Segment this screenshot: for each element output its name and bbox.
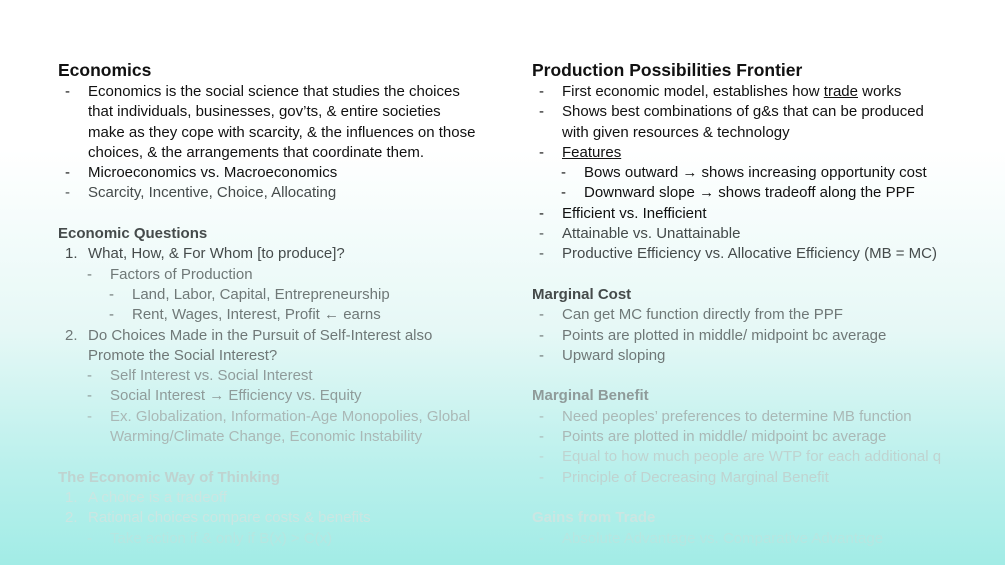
definition-line-4: choices, & the arrangements that coordinate them.	[88, 143, 425, 161]
question-1-item	[58, 244, 498, 264]
right-arrow-icon: →	[209, 387, 225, 405]
economic-way-heading: The Economic Way of Thinking	[58, 468, 280, 486]
trade-link[interactable]: trade	[823, 83, 858, 100]
thinking-1-item	[58, 488, 498, 508]
mc-item-1-text: Can get MC function directly from the PPF	[562, 306, 843, 324]
bullet-dash: -	[539, 448, 544, 466]
mb-item-4	[532, 468, 1002, 488]
productive-efficiency-item	[532, 244, 1002, 264]
number-2: 2.	[65, 509, 78, 527]
definition-line-1: Economics is the social science that studies the choices	[88, 83, 460, 100]
gains-from-trade-heading: Gains from Trade	[532, 509, 656, 527]
thinking-2-item	[58, 508, 498, 528]
features-item	[532, 143, 1002, 163]
bows-outward-item	[532, 163, 1002, 183]
factors-list-item	[58, 285, 498, 305]
marginal-benefit-heading: Marginal Benefit	[532, 387, 649, 405]
thinking-2-sub-text: Take action if & only if B(x) > C(x)	[110, 529, 333, 547]
factors-list-text: Land, Labor, Capital, Entrepreneurship	[132, 285, 390, 303]
concepts-item	[58, 183, 498, 203]
bows-outward-text: Bows outward	[584, 164, 683, 182]
question-2-line-1: Do Choices Made in the Pursuit of Self-Interest also	[88, 326, 433, 344]
bullet-dash: -	[539, 83, 544, 100]
bullet-dash: -	[109, 285, 114, 303]
social-interest-suffix: Efficiency vs. Equity	[224, 387, 362, 405]
thinking-2-text: Rational choices compare costs & benefits	[88, 509, 371, 527]
bullet-dash: -	[87, 387, 92, 405]
bullet-dash: -	[539, 225, 544, 243]
mc-item-3-text: Upward sloping	[562, 346, 666, 364]
thinking-1-text: A choice is a tradeoff	[88, 488, 227, 506]
bullet-dash: -	[539, 529, 544, 547]
attainable-text: Attainable vs. Unattainable	[562, 225, 741, 243]
efficient-item	[532, 204, 1002, 224]
attainable-item	[532, 224, 1002, 244]
examples-line-1: Ex. Globalization, Information-Age Monopolies, Global	[110, 407, 471, 425]
bullet-dash: -	[87, 367, 92, 385]
trade-item-1	[532, 529, 1002, 549]
mc-item-2-text: Points are plotted in middle/ midpoint bc average	[562, 326, 887, 344]
bullet-dash: -	[539, 204, 544, 222]
economics-heading: Economics	[58, 60, 152, 80]
micro-macro-text: Microeconomics vs. Macroeconomics	[88, 164, 338, 182]
bullet-dash: -	[539, 245, 544, 263]
left-arrow-icon: ←	[324, 306, 340, 324]
ppf-model-item	[532, 82, 1002, 102]
bullet-dash: -	[561, 184, 566, 202]
self-vs-social-text: Self Interest vs. Social Interest	[110, 367, 313, 385]
bullet-dash: -	[87, 265, 92, 283]
earnings-item	[58, 305, 498, 325]
earnings-suffix: earns	[339, 306, 381, 324]
right-arrow-icon: →	[682, 164, 698, 182]
bullet-dash: -	[109, 306, 114, 324]
mb-item-3	[532, 447, 1002, 467]
downward-slope-text: Downward slope	[584, 184, 700, 202]
micro-macro-item	[58, 163, 498, 183]
right-arrow-icon: →	[699, 184, 715, 202]
bullet-dash: -	[87, 407, 92, 425]
mc-item-2	[532, 326, 1002, 346]
question-2-line-2: Promote the Social Interest?	[88, 346, 278, 364]
bullet-dash: -	[65, 164, 70, 182]
mb-item-2-text: Points are plotted in middle/ midpoint bc average	[562, 428, 887, 446]
right-column	[532, 58, 1002, 549]
bullet-dash: -	[539, 428, 544, 446]
efficient-text: Efficient vs. Inefficient	[562, 204, 707, 222]
bullet-dash: -	[539, 346, 544, 364]
number-1: 1.	[65, 245, 78, 263]
bullet-dash: -	[561, 164, 566, 182]
question-2-item	[58, 326, 498, 346]
bullet-dash: -	[87, 529, 92, 547]
mb-item-3-text: Equal to how much people are WTP for each additional q	[562, 448, 942, 466]
ppf-model-suffix: works	[857, 83, 902, 100]
number-2: 2.	[65, 326, 78, 344]
factors-item	[58, 265, 498, 285]
ppf-combinations-line-2: with given resources & technology	[562, 123, 790, 141]
mb-item-4-text: Principle of Decreasing Marginal Benefit	[562, 468, 829, 486]
mc-item-1	[532, 305, 1002, 325]
ppf-combinations-line-1: Shows best combinations of g&s that can be produced	[562, 103, 924, 121]
examples-line-2: Warming/Climate Change, Economic Instability	[110, 428, 423, 446]
bullet-dash: -	[539, 407, 544, 425]
marginal-cost-heading: Marginal Cost	[532, 285, 632, 303]
bullet-dash: -	[65, 184, 70, 202]
bullet-dash: -	[539, 306, 544, 324]
bullet-dash: -	[539, 326, 544, 344]
ppf-heading: Production Possibilities Frontier	[532, 60, 803, 80]
bullet-dash: -	[539, 143, 544, 161]
bullet-dash: -	[539, 468, 544, 486]
mb-item-1-text: Need peoples’ preferences to determine MB function	[562, 407, 912, 425]
downward-slope-item	[532, 183, 1002, 203]
self-vs-social-item	[58, 366, 498, 386]
examples-item	[58, 407, 498, 427]
thinking-2-sub-item	[58, 529, 498, 549]
definition-item	[58, 82, 498, 102]
economic-questions-heading: Economic Questions	[58, 225, 208, 243]
features-link[interactable]: Features	[562, 143, 622, 161]
bullet-dash: -	[539, 103, 544, 121]
question-1-text: What, How, & For Whom [to produce]?	[88, 245, 345, 263]
productive-efficiency-text: Productive Efficiency vs. Allocative Efficiency (MB = MC)	[562, 245, 937, 263]
bows-outward-suffix: shows increasing opportunity cost	[697, 164, 927, 182]
downward-slope-suffix: shows tradeoff along the PPF	[714, 184, 915, 202]
factors-text: Factors of Production	[110, 265, 253, 283]
mc-item-3	[532, 346, 1002, 366]
ppf-combinations-item	[532, 102, 1002, 122]
mb-item-2	[532, 427, 1002, 447]
earnings-text: Rent, Wages, Interest, Profit	[132, 306, 325, 324]
left-column	[58, 58, 498, 549]
ppf-model-text: First economic model, establishes how	[562, 83, 824, 100]
concepts-text: Scarcity, Incentive, Choice, Allocating	[88, 184, 337, 202]
definition-line-2: that individuals, businesses, gov’ts, & entire societies	[88, 103, 441, 121]
definition-line-3: make as they cope with scarcity, & the influences on those	[88, 123, 476, 141]
mb-item-1	[532, 407, 1002, 427]
trade-item-1-text: Absolute Advantage vs. Comparative Advantage	[562, 529, 884, 547]
bullet-dash: -	[65, 83, 70, 100]
social-interest-text: Social Interest	[110, 387, 210, 405]
number-1: 1.	[65, 488, 78, 506]
social-interest-item	[58, 386, 498, 406]
